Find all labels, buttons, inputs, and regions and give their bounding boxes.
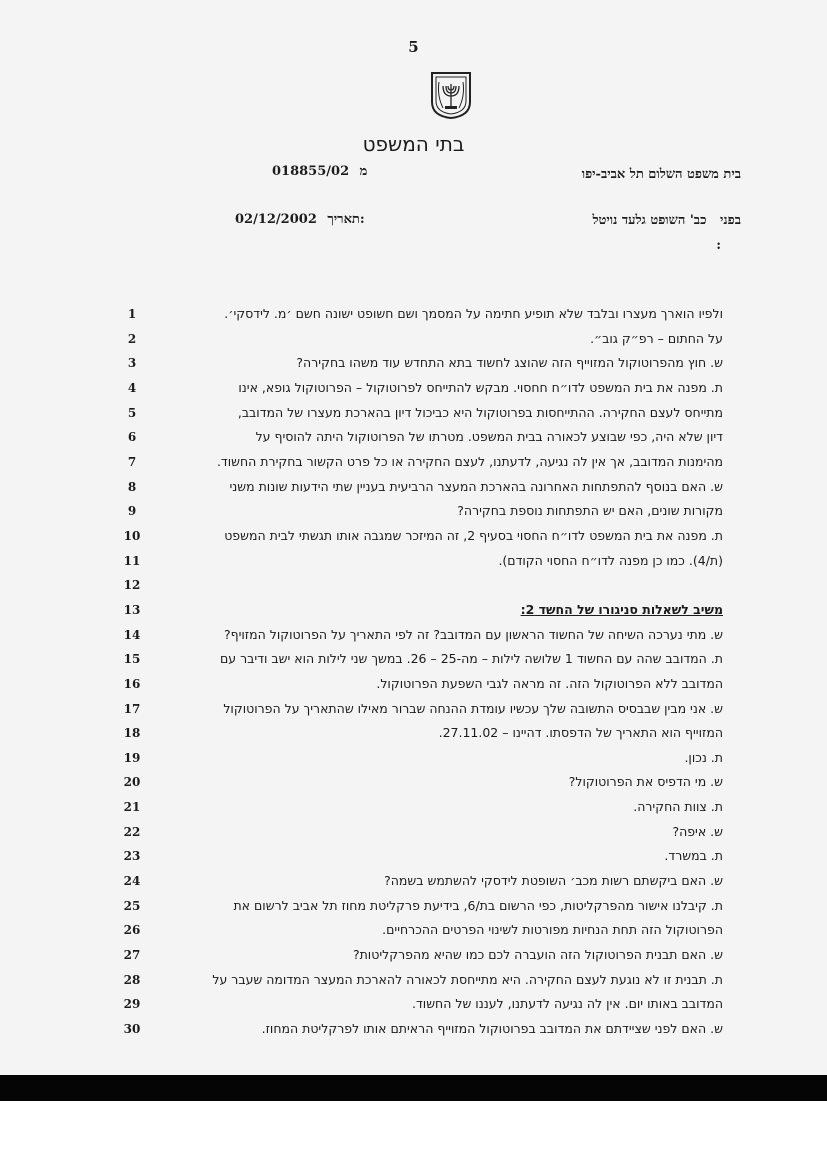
line-number: 30 xyxy=(123,1022,141,1037)
line-number: 20 xyxy=(123,775,141,790)
text-line: (ת/4). כמו כן מפנה לדו״ח החסוי הקודם). xyxy=(498,552,723,568)
line-number: 17 xyxy=(123,701,141,716)
text-line: ש. אני מבין שבבסיס התשובה שלך עכשיו עומדת ההנחה שברור מאילו שהתאריך על הפרוטוקול xyxy=(223,700,723,716)
line-number: 9 xyxy=(127,504,137,519)
text-line: המדובב באותו יום. אין לה נגיעה לדעתנו, לעננו של החשוד. xyxy=(412,996,723,1012)
line-number: 6 xyxy=(127,430,137,445)
case-label: מ xyxy=(359,164,368,179)
line-number: 7 xyxy=(127,454,137,469)
case-number-block xyxy=(272,163,367,179)
text-line: ת. תבנית זו לא נוגעת לעצם החקירה. היא מתייחסת לכאורה להארכת המעצר המדומה שעבר על xyxy=(212,971,723,987)
line-number: 13 xyxy=(123,602,141,617)
line-number: 15 xyxy=(123,652,141,667)
line-number: 26 xyxy=(123,923,141,938)
text-line: הפרוטוקול הזה תחת הנחיות מפורטות לשינוי הפרטים ההכרחיים. xyxy=(382,922,723,938)
line-number: 28 xyxy=(123,972,141,987)
text-line: ת. מפנה את בית המשפט לדו״ח החסוי בסעיף 2, זה המיזכר שמגבה אותו תגשתי לבית המשפט xyxy=(224,527,723,543)
line-number: 3 xyxy=(127,356,137,371)
court-title: בתי המשפט xyxy=(362,132,465,156)
line-number: 19 xyxy=(123,750,141,765)
text-line: ת. נכון. xyxy=(684,749,723,765)
line-number: 2 xyxy=(127,331,137,346)
protocol-text xyxy=(156,302,723,1042)
line-number: 29 xyxy=(123,997,141,1012)
state-emblem-icon xyxy=(429,70,473,120)
text-line: ש. מי הדפיס את הפרוטוקול? xyxy=(568,774,723,790)
line-number: 8 xyxy=(127,479,137,494)
court-name: בית משפט השלום תל אביב-יפו xyxy=(581,167,741,182)
before-label: בפני xyxy=(720,213,741,228)
line-number: 22 xyxy=(123,824,141,839)
text-line: ש. חוץ מהפרוטוקול המזוייף הזה שהוצג לחשוד בתא התחדש עוד משהו בחקירה? xyxy=(296,355,723,371)
line-number: 23 xyxy=(123,849,141,864)
text-line: ת. במשרד. xyxy=(664,848,723,864)
text-line: ש. מתי נערכה השיחה של החשוד הראשון עם המדובב? זה לפי התאריך על הפרוטוקול המזויף? xyxy=(223,626,723,642)
line-number: 11 xyxy=(123,553,141,568)
text-line: ש. האם בנוסף להתפתחות האחרונה בהארכת המעצר הרביעית בעניין שתי הידעות שונות משני xyxy=(229,478,723,494)
judge-name: כב' השופט גלעד נויטל xyxy=(592,213,707,228)
text-line: ש. האם ביקשתם רשות מכב׳ השופטת לידסקי להשתמש בשמה? xyxy=(384,873,723,889)
page-number: 5 xyxy=(408,38,419,56)
date-block xyxy=(235,211,365,227)
line-number: 21 xyxy=(123,800,141,815)
text-line: ש. האם תבנית הפרוטוקול הזה הועברה לכם כמו שהיא מהפרקליטות? xyxy=(352,947,723,963)
text-line: מהימנות המדובב, אך אין לה נגיעה, לדעתנו, לעצם החקירה או כל פרט הקשור בחקירת החשוד. xyxy=(216,453,723,469)
line-number: 27 xyxy=(123,948,141,963)
date-label: תאריך: xyxy=(327,212,365,227)
text-line xyxy=(156,573,723,598)
text-line: דיון שלא היה, כפי שבוצע לכאורה בבית המשפט. מטרתו של הפרוטוקול היתה להוסיף על xyxy=(255,429,723,445)
line-number: 18 xyxy=(123,726,141,741)
text-line: ש. האם לפני שציידתם את המדובב בפרוטוקול המזוייף הראיתם אותו לפרקליטת המחוז. xyxy=(261,1021,723,1037)
line-number: 14 xyxy=(123,627,141,642)
line-number: 4 xyxy=(127,380,137,395)
text-line: מקורות שונים, האם יש התפתחות נוספת בחקירה? xyxy=(457,503,723,519)
text-line: המדובב ללא הפרוטוקול הזה. זה מראה לגבי השפעת הפרוטוקול. xyxy=(376,675,723,691)
text-line: ת. צוות החקירה. xyxy=(633,799,723,815)
colon-mark: : xyxy=(716,238,721,253)
line-number: 5 xyxy=(127,405,137,420)
text-line: ש. איפה? xyxy=(672,823,723,839)
line-number: 25 xyxy=(123,898,141,913)
text-line: מתייחס לעצם החקירה. ההתייחסות בפרוטוקול היא כביכול דיון בהארכת מעצרו של המדובב, xyxy=(237,404,723,420)
text-line: ת. קיבלנו אישור מהפרקליטות, כפי הרשום בת/6, בידיעת פרקליטת מחוז תל אביב לרשום את xyxy=(233,897,723,913)
section-heading: משיב לשאלות סניגורו של החשד 2: xyxy=(520,601,723,617)
scan-bottom-bar xyxy=(0,1075,827,1101)
text-line: ת. המדובב שהה עם החשוד 1 שלושה לילות – מה-25 – 26. במשך שני לילות הוא ישב ודיבר עם xyxy=(219,651,723,667)
line-number: 12 xyxy=(123,578,141,593)
date-value: 02/12/2002 xyxy=(235,212,317,227)
case-number: 018855/02 xyxy=(272,164,350,179)
line-number: 1 xyxy=(127,307,137,321)
text-line: המזוייף הוא התאריך של הדפסתו. דהיינו – 27.11.02. xyxy=(438,725,723,741)
text-line: על החתום – רפ״ק גוב״. xyxy=(590,330,723,346)
line-number: 16 xyxy=(123,676,141,691)
line-number: 10 xyxy=(123,528,141,543)
judge-block xyxy=(592,212,741,228)
text-line: ת. מפנה את בית המשפט לדו״ח חחסוי. מבקש להתייחס לפרוטוקול – הפרוטוקול גופא, אינו xyxy=(238,379,723,395)
line-number: 24 xyxy=(123,874,141,889)
line-number-column xyxy=(112,302,152,1042)
text-line: ולפיו הוארך מעצרו ובלבד שלא תופיע חתימה על המסמך ושם חשופט ישונה חשם ׳מ. לידסקי׳. xyxy=(224,306,723,321)
